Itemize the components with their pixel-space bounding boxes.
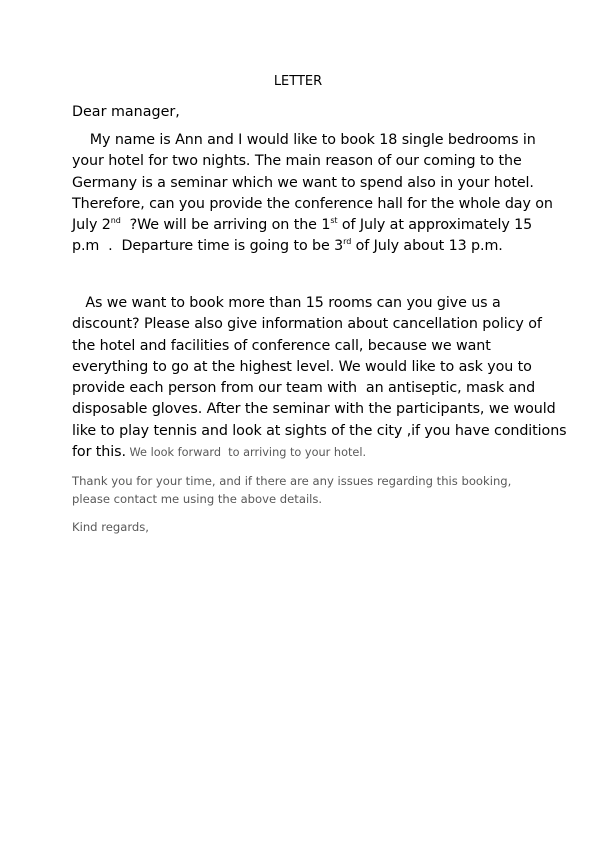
paragraph-line: disposable gloves. After the seminar with the participants, we would	[72, 401, 556, 418]
closing-line: please contact me using the above details.	[72, 492, 323, 506]
ordinal-suffix: nd	[110, 216, 121, 226]
paragraph-line: like to play tennis and look at sights of the city ,if you have conditions	[72, 422, 567, 439]
text-fragment: for this.	[72, 444, 126, 461]
text-fragment: of July at approximately 15	[337, 217, 533, 234]
paragraph-line: discount? Please also give information about cancellation policy of	[72, 316, 542, 333]
ordinal-suffix: st	[330, 216, 338, 226]
paragraph-booking-request	[72, 130, 553, 258]
ordinal-suffix: rd	[343, 237, 352, 247]
paragraph-line: the hotel and facilities of conference call, because we want	[72, 337, 491, 354]
paragraph-line	[72, 215, 533, 236]
closing-line: Thank you for your time, and if there are any issues regarding this booking,	[72, 474, 512, 488]
paragraph-line: As we want to book more than 15 rooms can you give us a	[72, 295, 501, 311]
paragraph-line	[72, 236, 528, 257]
paragraph-line: provide each person from our team with an antiseptic, mask and	[72, 380, 536, 397]
closing-paragraph	[72, 472, 528, 508]
letter-title: LETTER	[273, 74, 323, 89]
paragraph-discount-request	[72, 293, 567, 463]
signoff: Kind regards,	[72, 520, 149, 534]
text-fragment-small: We look forward to arriving to your hotel.	[125, 446, 367, 460]
paragraph-line: Therefore, can you provide the conference hall for the whole day on	[72, 195, 553, 212]
text-fragment: ?We will be arriving on the 1	[120, 217, 331, 234]
paragraph-line: everything to go at the highest level. We would like to ask you to	[72, 358, 532, 375]
paragraph-line: Germany is a seminar which we want to spend also in your hotel.	[72, 174, 534, 191]
text-fragment: p.m . Departure time is going to be 3	[72, 238, 344, 255]
paragraph-line: your hotel for two nights. The main reason of our coming to the	[72, 153, 522, 170]
paragraph-line	[72, 442, 528, 463]
letter-greeting: Dear manager,	[72, 104, 180, 120]
paragraph-line: My name is Ann and I would like to book 18 single bedrooms in	[72, 132, 536, 148]
text-fragment: July 2	[72, 217, 111, 234]
text-fragment: of July about 13 p.m.	[351, 238, 503, 255]
